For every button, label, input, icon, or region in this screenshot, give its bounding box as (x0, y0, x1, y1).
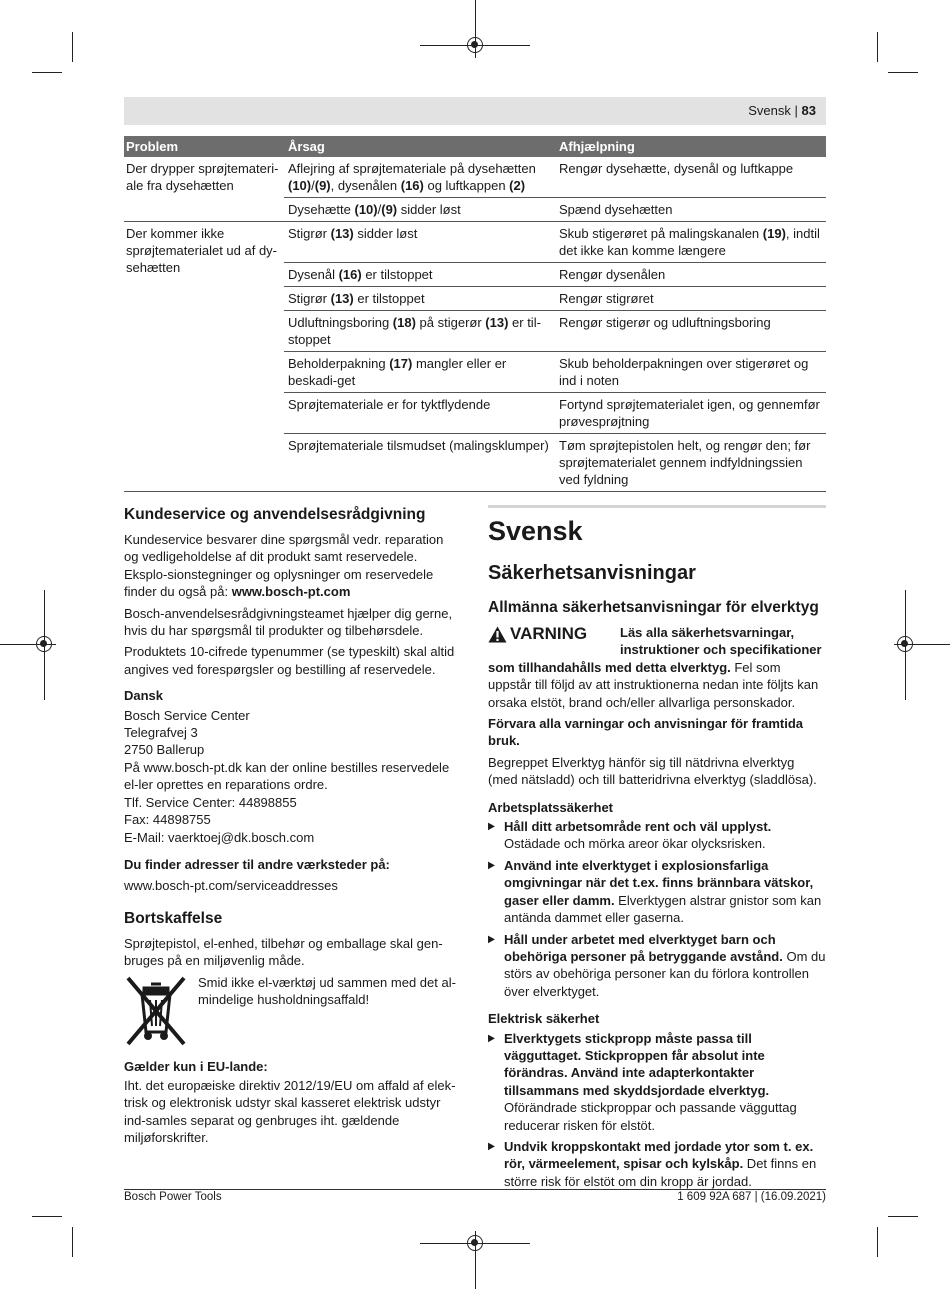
cause-cell: Dysenål (16) er tilstoppet (288, 267, 433, 282)
left-column (124, 505, 459, 1151)
page-number: 83 (801, 103, 816, 118)
warning-triangle-icon (488, 626, 507, 643)
cause-cell: Udluftningsboring (18) på stigerør (13) er til-stoppet (288, 315, 541, 347)
table-row (284, 198, 826, 221)
safety-title: Säkerhetsanvisningar (488, 562, 696, 584)
troubleshooting-table (124, 136, 826, 492)
advice-paragraph: Bosch-anvendelsesrådgivningsteamet hjælper dig gerne, hvis du har spørgsmål til produkter og tilbehørsdele. (124, 605, 453, 639)
fix-cell: Tøm sprøjtepistolen helt, og rengør den; før sprøjtematerialet gennem indfyldningssien ved fyldning (559, 438, 811, 487)
crossed-out-wheelie-bin-icon (124, 974, 188, 1048)
problem-cell: Der kommer ikke sprøjtematerialet ud af dy-sehætten (126, 226, 278, 275)
table-row (284, 222, 826, 263)
eu-heading: Gælder kun i EU-lande: (124, 1058, 268, 1074)
address-line: 2750 Ballerup (124, 742, 205, 758)
column-header-fix: Afhjælpning (559, 139, 635, 154)
keep-instructions: Förvara alla varningar och anvisningar för framtida bruk. (488, 716, 803, 749)
triangle-right-icon: ▶ (488, 1032, 495, 1044)
dansk-address-block (124, 707, 459, 846)
cause-cell: Beholderpakning (17) mangler eller er beskadi-get (288, 356, 507, 388)
table-row (284, 434, 826, 491)
type-number-paragraph: Produktets 10-cifrede typenummer (se typeskilt) skal altid angives ved forespørgsler og bestilling af reservedele. (124, 644, 455, 677)
address-line: På www.bosch-pt.dk kan der online bestilles reservedele el-ler oprettes en reparations ordre. (124, 759, 450, 793)
warning-text-lead: Läs alla säkerhetsvarningar, instruktioner och specifikationer (620, 625, 822, 658)
list-item: ▶ Håll under arbetet med elverktyget barn och obehöriga personer på betryggande avstånd. Om du störs av obehöriga personer kan du förlora kontrollen över elverktyget. (488, 931, 826, 999)
cause-cell: Sprøjtemateriale er for tyktflydende (288, 397, 491, 412)
table-row (284, 287, 826, 311)
fix-cell: Rengør stigrøret (559, 291, 654, 306)
fix-cell: Skub beholderpakningen over stigerøret og ind i noten (559, 356, 809, 388)
header-language: Svensk (748, 103, 791, 118)
electric-heading: Elektrisk säkerhet (488, 1011, 600, 1027)
right-column (488, 505, 826, 1194)
cause-cell: Dysehætte (10)/(9) sidder løst (288, 202, 461, 217)
address-line: Tlf. Service Center: 44898855 (124, 794, 297, 810)
kundeservice-paragraph: Kundeservice besvarer dine spørgsmål vedr. reparation og vedligeholdelse af dit produkt samt reservedele. Eksplo-sionstegninger og oplysninger om reservedele finder du også på: www.bosch-pt.com (124, 532, 444, 600)
term-definition: Begreppet Elverktyg hänför sig till nätdrivna elverktyg (med nätsladd) och till batteridrivna elverktyg (sladdlösa). (488, 754, 817, 788)
footer-brand: Bosch Power Tools (124, 1191, 222, 1203)
fix-cell: Rengør stigerør og udluftningsboring (559, 315, 771, 330)
list-item: ▶ Undvik kroppskontakt med jordade ytor som t. ex. rör, värmeelement, spisar och kylskåp. Det finns en större risk för elstöt om din kropp är jordad. (488, 1138, 817, 1189)
disposal-paragraph: Sprøjtepistol, el-enhed, tilbehør og emballage skal gen-bruges på en miljøvenlig måde. (124, 935, 443, 969)
table-row (284, 311, 826, 352)
address-line: Telegrafvej 3 (124, 725, 198, 741)
workplace-heading: Arbetsplatssäkerhet (488, 799, 613, 815)
triangle-right-icon: ▶ (488, 1140, 495, 1152)
warning-paragraph: som tillhandahålls med detta elverktyg. Fel som uppstår till följd av att instruktionerna nedan inte följts kan orsaka elstöt, brand och/eller allvarliga personskador. (488, 659, 819, 710)
page-header (124, 97, 826, 125)
table-header-row (124, 136, 826, 157)
weee-notice (124, 974, 459, 1048)
warning-badge (488, 624, 620, 644)
bosch-pt-link[interactable]: www.bosch-pt.com (231, 584, 351, 600)
cause-cell: Aflejring af sprøjtemateriale på dysehætten (10)/(9), dysenålen (16) og luftkappen (2) (288, 161, 536, 193)
list-item: ▶ Elverktygets stickpropp måste passa till vägguttaget. Stickproppen får absolut inte förändras. Använd inte adapterkontakter tillsammans med skyddsjordade elverktyg. Oförändrade stickproppar och passande vägguttag reducerar risken för elstöt. (488, 1030, 797, 1133)
address-line: Fax: 44898755 (124, 812, 211, 828)
addresses-heading: Du finder adresser til andre værksteder på: (124, 856, 390, 872)
address-line: E-Mail: vaerktoej@dk.bosch.com (124, 829, 315, 845)
footer-rule (124, 1189, 826, 1190)
fix-cell: Spænd dysehætten (559, 202, 673, 217)
fix-cell: Skub stigerøret på malingskanalen (19), indtil det ikke kan komme længere (559, 226, 820, 258)
warning-block (488, 624, 826, 659)
column-header-problem: Problem (126, 139, 179, 154)
kundeservice-heading: Kundeservice og anvendelsesrådgivning (124, 506, 426, 523)
fix-cell: Rengør dysenålen (559, 267, 666, 282)
table-group-dripping (124, 157, 826, 222)
header-separator: | (794, 103, 802, 118)
triangle-right-icon: ▶ (488, 933, 495, 945)
section-rule (488, 505, 826, 508)
cause-cell: Stigrør (13) sidder løst (288, 226, 418, 241)
warning-label: VARNING (510, 624, 588, 644)
fix-cell: Rengør dysehætte, dysenål og luftkappe (559, 161, 794, 176)
problem-cell: Der drypper sprøjtemateri-ale fra dysehætten (126, 161, 279, 193)
svensk-title: Svensk (488, 516, 583, 546)
household-waste-warning: Smid ikke el-værktøj ud sammen med det al-mindelige husholdningsaffald! (198, 974, 456, 1007)
list-item: ▶ Håll ditt arbetsområde rent och väl upplyst. Ostädade och mörka areor ökar olycksrisken. (488, 819, 772, 852)
cause-cell: Stigrør (13) er tilstoppet (288, 291, 425, 306)
cause-cell: Sprøjtemateriale tilsmudset (malingsklumper) (288, 438, 549, 453)
table-row (284, 352, 826, 393)
eu-directive-paragraph: Iht. det europæiske direktiv 2012/19/EU om affald af elek-trisk og elektronisk udstyr skal kasseret elektrisk udstyr ind-samles separat og genbruges iht. gældende miljøforskrifter. (124, 1077, 456, 1146)
triangle-right-icon: ▶ (488, 859, 495, 871)
table-row (284, 393, 826, 434)
table-row (284, 157, 826, 198)
address-line: Bosch Service Center (124, 707, 250, 723)
table-group-no-output (124, 222, 826, 492)
dansk-heading: Dansk (124, 688, 164, 704)
triangle-right-icon: ▶ (488, 821, 495, 833)
column-header-cause: Årsag (288, 139, 325, 154)
table-row (284, 263, 826, 287)
footer-doc-number: 1 609 92A 687 | (16.09.2021) (677, 1191, 826, 1203)
service-addresses-link[interactable]: www.bosch-pt.com/serviceaddresses (124, 878, 338, 894)
header-page-label (748, 103, 816, 118)
fix-cell: Fortynd sprøjtematerialet igen, og gennemfør prøvesprøjtning (559, 397, 820, 429)
bortskaffelse-heading: Bortskaffelse (124, 909, 223, 927)
general-safety-heading: Allmänna säkerhetsanvisningar för elverktyg (488, 599, 819, 616)
list-item: ▶ Använd inte elverktyget i explosionsfarliga omgivningar när det t.ex. finns brännbara vätskor, gaser eller damm. Elverktygen alstrar gnistor som kan antända dammet eller gaserna. (488, 857, 822, 926)
